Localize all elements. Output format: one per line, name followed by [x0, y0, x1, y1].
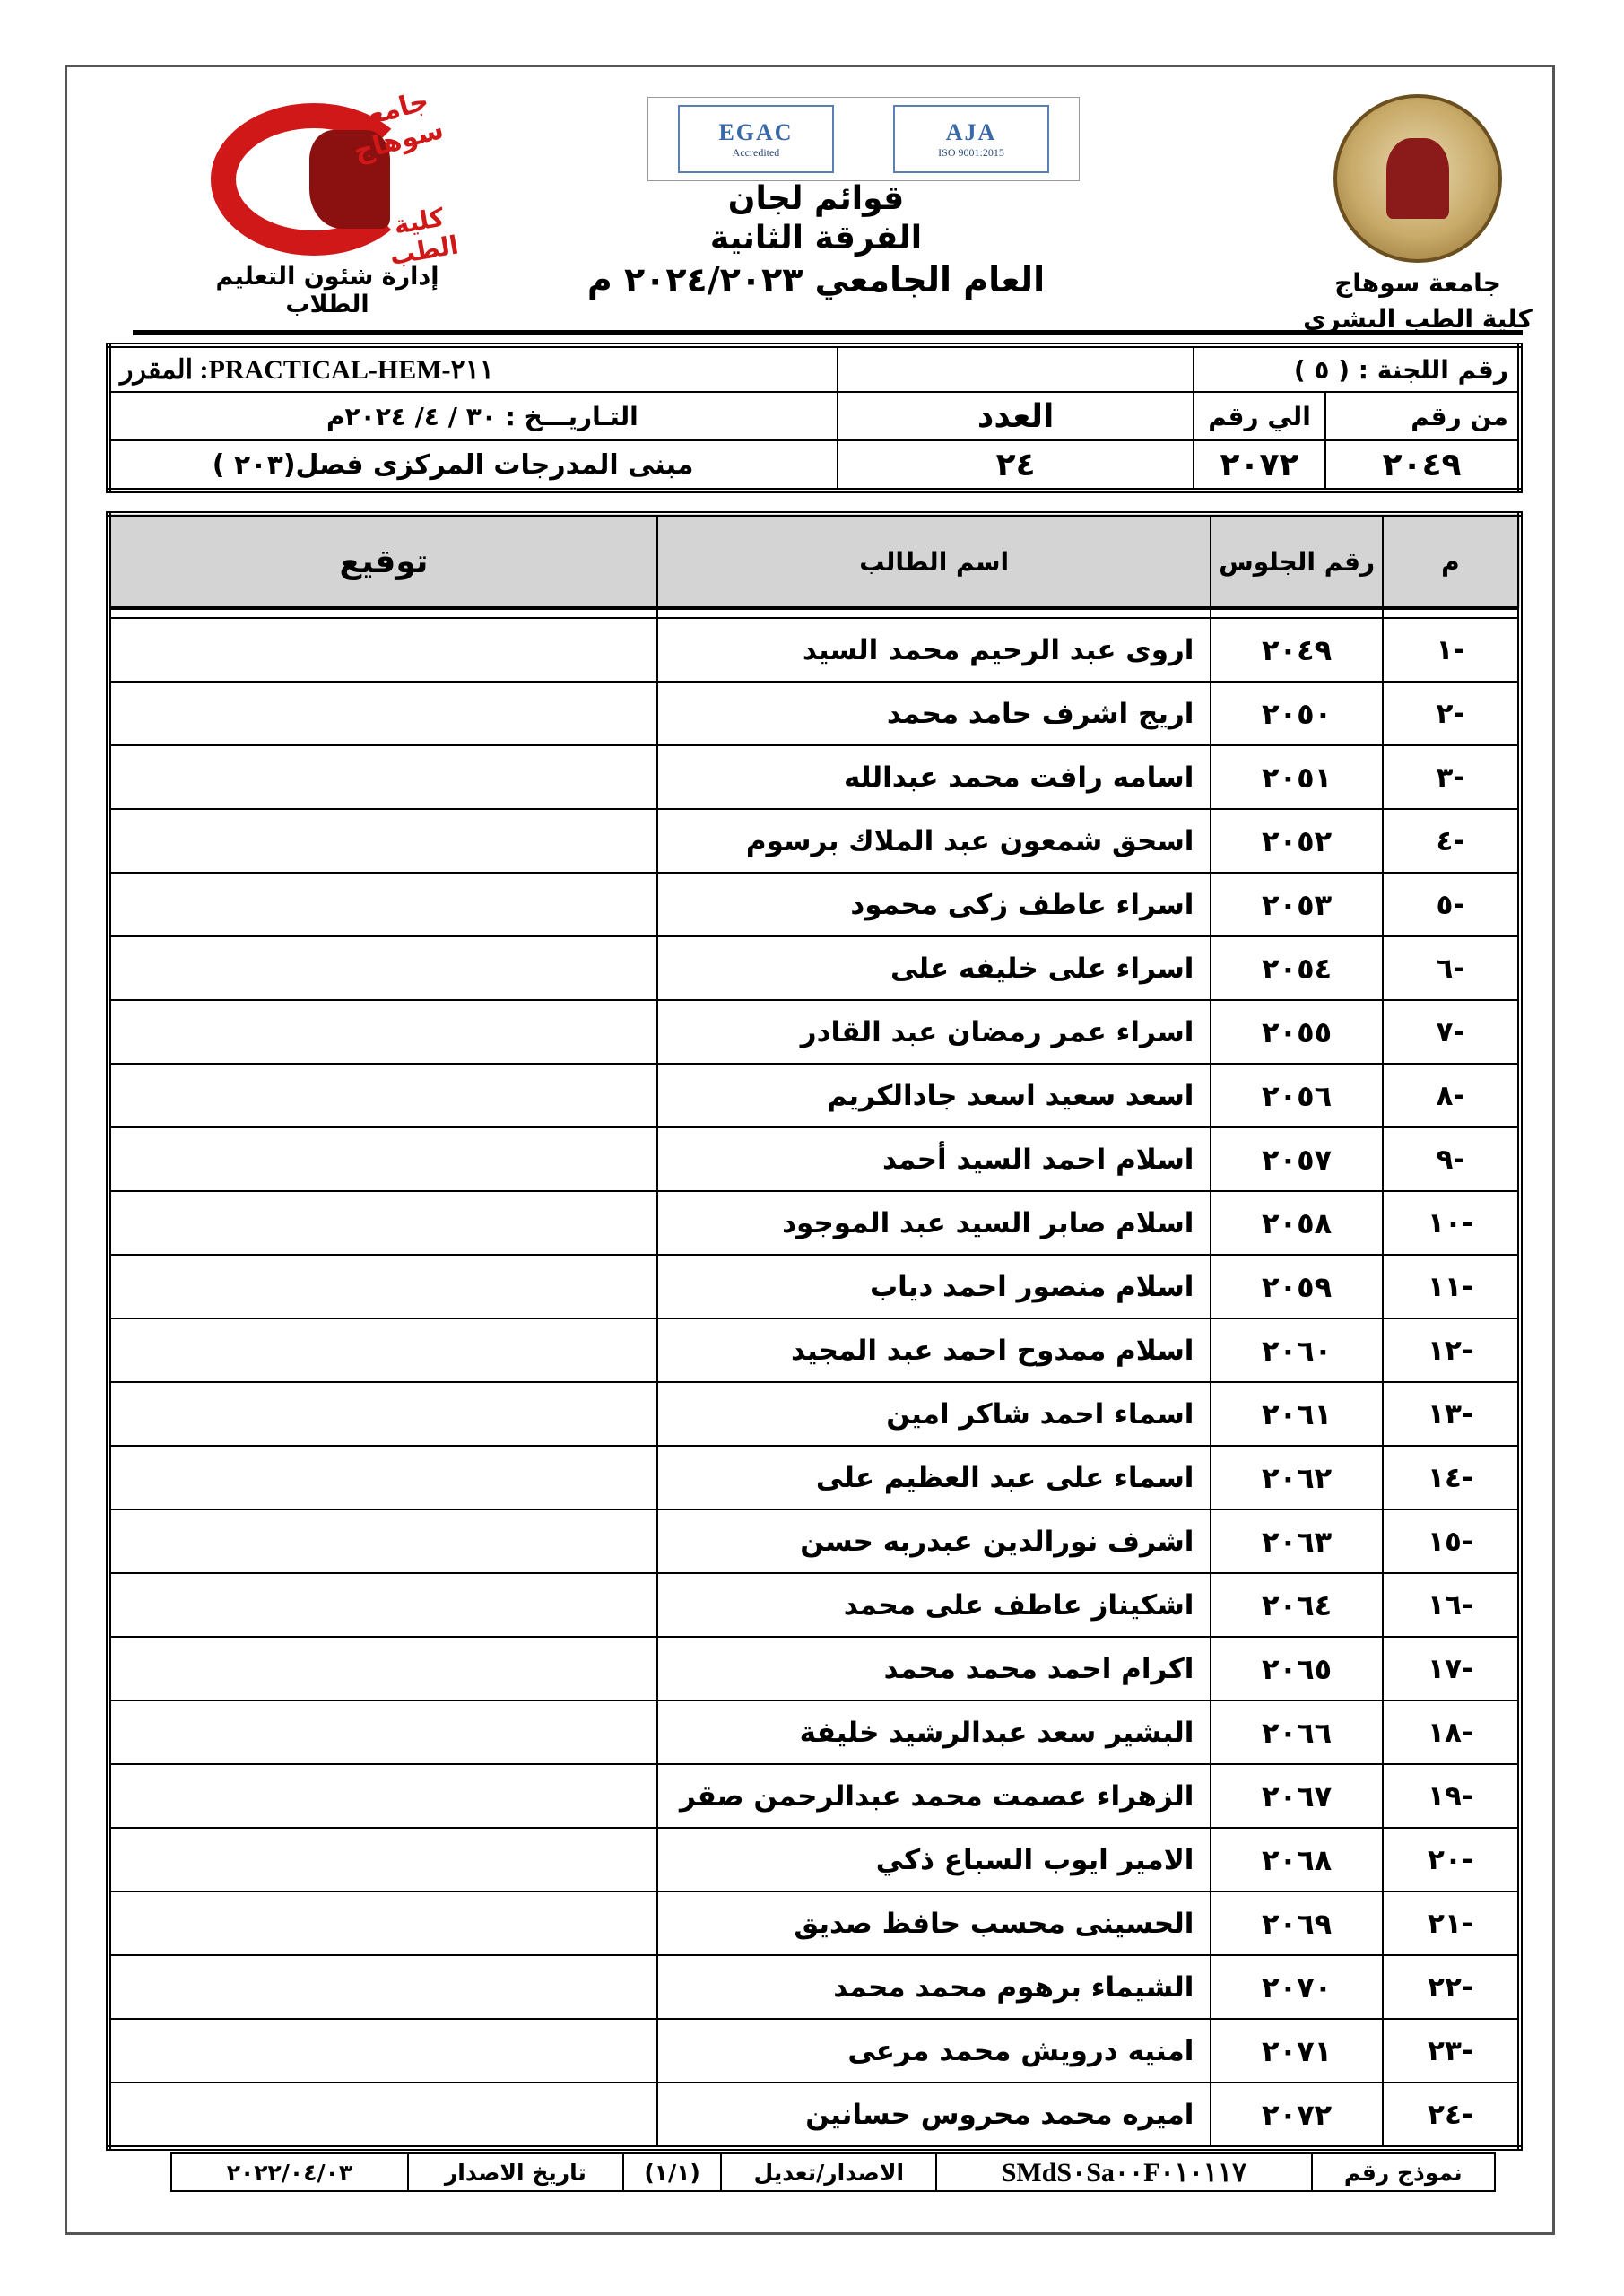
column-header-name: اسم الطالب [657, 514, 1211, 608]
row-signature-cell [109, 2083, 657, 2148]
table-row [109, 1573, 1520, 1637]
row-student-name: اشرف نورالدين عبدربه حسن [657, 1509, 1211, 1573]
row-signature-cell [109, 1255, 657, 1318]
row-index: -٢١ [1383, 1892, 1520, 1955]
row-index: -٥ [1383, 873, 1520, 936]
row-index: -٨ [1383, 1064, 1520, 1127]
table-row [109, 1892, 1520, 1955]
row-student-name: اسراء على خليفه على [657, 936, 1211, 1000]
row-student-name: اريج اشرف حامد محمد [657, 682, 1211, 745]
certification-logos [647, 97, 1080, 181]
exam-location: مبنى المدرجات المركزى فصل(٢٠٣ ) [109, 440, 838, 491]
row-signature-cell [109, 1573, 657, 1637]
row-signature-cell [109, 873, 657, 936]
row-seat-number: ٢٠٦٠ [1211, 1318, 1382, 1382]
row-seat-number: ٢٠٧٠ [1211, 1955, 1382, 2019]
committee-number: رقم اللجنة : ( ٥ ) [1194, 345, 1520, 392]
to-label: الي رقم [1194, 392, 1325, 440]
row-index: -١٦ [1383, 1573, 1520, 1637]
table-row [109, 809, 1520, 873]
column-header-index: م [1383, 514, 1520, 608]
table-row [109, 1446, 1520, 1509]
row-signature-cell [109, 1191, 657, 1255]
row-signature-cell [109, 936, 657, 1000]
table-row [109, 1764, 1520, 1828]
form-code: SMdS٠Sa٠٠F٠١٠١١٧ [936, 2153, 1311, 2191]
university-block [1301, 94, 1534, 335]
department-name: إدارة شئون التعليم الطلاب [215, 263, 439, 318]
faculty-name: كلية الطب البشرى [1303, 304, 1533, 334]
row-signature-cell [109, 809, 657, 873]
row-signature-cell [109, 745, 657, 809]
row-student-name: الامير ايوب السباع ذكي [657, 1828, 1211, 1892]
row-signature-cell [109, 1637, 657, 1700]
row-index: -٢ [1383, 682, 1520, 745]
row-seat-number: ٢٠٥٠ [1211, 682, 1382, 745]
row-seat-number: ٢٠٥٦ [1211, 1064, 1382, 1127]
table-row [109, 1955, 1520, 2019]
table-row [109, 873, 1520, 936]
aja-logo [893, 105, 1049, 173]
egac-logo-sub: Accredited [732, 145, 780, 159]
row-student-name: البشير سعد عبدالرشيد خليفة [657, 1700, 1211, 1764]
logo-text-top: جامعة سوهاج [349, 84, 447, 169]
document-title: قوائم لجان [727, 180, 905, 217]
row-seat-number: ٢٠٥٧ [1211, 1127, 1382, 1191]
table-row [109, 936, 1520, 1000]
row-signature-cell [109, 1764, 657, 1828]
faculty-logo-block [175, 84, 480, 318]
table-row [109, 1255, 1520, 1318]
row-student-name: اسلام احمد السيد أحمد [657, 1127, 1211, 1191]
row-student-name: امنيه درويش محمد مرعى [657, 2019, 1211, 2083]
row-seat-number: ٢٠٦٩ [1211, 1892, 1382, 1955]
revision-value: (١/١) [623, 2153, 721, 2191]
row-seat-number: ٢٠٧٢ [1211, 2083, 1382, 2148]
row-index: -١٢ [1383, 1318, 1520, 1382]
row-index: -٦ [1383, 936, 1520, 1000]
row-student-name: الحسينى محسب حافظ صديق [657, 1892, 1211, 1955]
egac-logo [678, 105, 834, 173]
row-signature-cell [109, 1064, 657, 1127]
table-header-row [109, 514, 1520, 608]
row-signature-cell [109, 2019, 657, 2083]
row-student-name: اسعد سعيد اسعد جادالكريم [657, 1064, 1211, 1127]
row-seat-number: ٢٠٦٤ [1211, 1573, 1382, 1637]
column-header-seat: رقم الجلوس [1211, 514, 1382, 608]
table-row [109, 1064, 1520, 1127]
table-row [109, 1382, 1520, 1446]
document-titles [538, 179, 1094, 301]
row-student-name: اروى عبد الرحيم محمد السيد [657, 618, 1211, 682]
row-signature-cell [109, 1127, 657, 1191]
row-student-name: اميره محمد محروس حسانين [657, 2083, 1211, 2148]
row-student-name: اسراء عمر رمضان عبد القادر [657, 1000, 1211, 1064]
table-row [109, 1700, 1520, 1764]
row-seat-number: ٢٠٥١ [1211, 745, 1382, 809]
row-student-name: اكرام احمد محمد محمد [657, 1637, 1211, 1700]
row-index: -١٠ [1383, 1191, 1520, 1255]
row-signature-cell [109, 618, 657, 682]
row-seat-number: ٢٠٦١ [1211, 1382, 1382, 1446]
to-value: ٢٠٧٢ [1194, 440, 1325, 491]
from-value: ٢٠٤٩ [1325, 440, 1520, 491]
info-empty-cell [838, 345, 1193, 392]
header-divider [133, 330, 1523, 335]
row-signature-cell [109, 1700, 657, 1764]
row-seat-number: ٢٠٦٣ [1211, 1509, 1382, 1573]
table-spacer-row [109, 608, 1520, 618]
row-seat-number: ٢٠٥٢ [1211, 809, 1382, 873]
row-student-name: اسلام صابر السيد عبد الموجود [657, 1191, 1211, 1255]
row-index: -٣ [1383, 745, 1520, 809]
row-index: -١٨ [1383, 1700, 1520, 1764]
row-seat-number: ٢٠٥٣ [1211, 873, 1382, 936]
row-signature-cell [109, 1318, 657, 1382]
count-value: ٢٤ [838, 440, 1193, 491]
exam-date: التـاريـــخ : ٣٠ / ٤/ ٢٠٢٤م [109, 392, 838, 440]
row-index: -٧ [1383, 1000, 1520, 1064]
row-seat-number: ٢٠٤٩ [1211, 618, 1382, 682]
table-row [109, 2019, 1520, 2083]
row-index: -١١ [1383, 1255, 1520, 1318]
row-index: -١٩ [1383, 1764, 1520, 1828]
logo-text-bottom: كلية الطب [387, 202, 461, 272]
row-signature-cell [109, 1892, 657, 1955]
row-index: -١٧ [1383, 1637, 1520, 1700]
table-row [109, 682, 1520, 745]
row-index: -٢٢ [1383, 1955, 1520, 2019]
row-seat-number: ٢٠٥٨ [1211, 1191, 1382, 1255]
university-seal-logo [1333, 94, 1502, 263]
row-signature-cell [109, 1446, 657, 1509]
row-index: -٢٣ [1383, 2019, 1520, 2083]
row-seat-number: ٢٠٥٤ [1211, 936, 1382, 1000]
row-index: -١٥ [1383, 1509, 1520, 1573]
table-row [109, 1318, 1520, 1382]
column-header-signature: توقيع [109, 514, 657, 608]
form-number-label: نموذج رقم [1312, 2153, 1495, 2191]
table-row [109, 1127, 1520, 1191]
table-row [109, 1828, 1520, 1892]
row-seat-number: ٢٠٦٢ [1211, 1446, 1382, 1509]
row-signature-cell [109, 1828, 657, 1892]
row-seat-number: ٢٠٧١ [1211, 2019, 1382, 2083]
row-index: -١٣ [1383, 1382, 1520, 1446]
table-row [109, 1509, 1520, 1573]
row-signature-cell [109, 1509, 657, 1573]
row-student-name: اسامه رافت محمد عبدالله [657, 745, 1211, 809]
form-footer-table [170, 2152, 1496, 2192]
row-student-name: اسماء احمد شاكر امين [657, 1382, 1211, 1446]
table-row [109, 1000, 1520, 1064]
row-seat-number: ٢٠٥٩ [1211, 1255, 1382, 1318]
row-seat-number: ٢٠٦٨ [1211, 1828, 1382, 1892]
row-index: -٤ [1383, 809, 1520, 873]
row-index: -١ [1383, 618, 1520, 682]
row-signature-cell [109, 682, 657, 745]
row-student-name: اشكيناز عاطف على محمد [657, 1573, 1211, 1637]
aja-logo-text: AJA [945, 118, 997, 145]
row-signature-cell [109, 1000, 657, 1064]
count-label: العدد [838, 392, 1193, 440]
row-seat-number: ٢٠٦٥ [1211, 1637, 1382, 1700]
row-seat-number: ٢٠٦٦ [1211, 1700, 1382, 1764]
row-student-name: الشيماء برهوم محمد محمد [657, 1955, 1211, 2019]
row-signature-cell [109, 1955, 657, 2019]
row-seat-number: ٢٠٥٥ [1211, 1000, 1382, 1064]
row-index: -٢٤ [1383, 2083, 1520, 2148]
table-row [109, 618, 1520, 682]
aja-logo-sub: ISO 9001:2015 [938, 145, 1004, 159]
issue-date-label: تاريخ الاصدار [408, 2153, 623, 2191]
table-row [109, 1637, 1520, 1700]
table-row [109, 2083, 1520, 2148]
row-student-name: اسراء عاطف زكى محمود [657, 873, 1211, 936]
egac-logo-text: EGAC [718, 118, 794, 145]
row-student-name: اسماء على عبد العظيم على [657, 1446, 1211, 1509]
row-student-name: اسلام ممدوح احمد عبد المجيد [657, 1318, 1211, 1382]
row-student-name: اسحق شمعون عبد الملاك برسوم [657, 809, 1211, 873]
row-signature-cell [109, 1382, 657, 1446]
table-row [109, 745, 1520, 809]
committee-info-table [106, 343, 1523, 493]
students-table [106, 511, 1523, 2151]
row-index: -٢٠ [1383, 1828, 1520, 1892]
faculty-logo [193, 84, 462, 272]
academic-year: العام الجامعي ٢٠٢٤/٢٠٢٣ م [586, 260, 1046, 300]
row-index: -٩ [1383, 1127, 1520, 1191]
from-label: من رقم [1325, 392, 1520, 440]
year-level: الفرقة الثانية [709, 220, 923, 257]
table-row [109, 1191, 1520, 1255]
row-student-name: اسلام منصور احمد دياب [657, 1255, 1211, 1318]
row-seat-number: ٢٠٦٧ [1211, 1764, 1382, 1828]
row-index: -١٤ [1383, 1446, 1520, 1509]
row-student-name: الزهراء عصمت محمد عبدالرحمن صقر [657, 1764, 1211, 1828]
course-code: المقرر :PRACTICAL-HEM-٢١١ [109, 345, 838, 392]
university-name: جامعة سوهاج [1334, 268, 1501, 298]
revision-label: الاصدار/تعديل [721, 2153, 936, 2191]
issue-date-value: ٢٠٢٢/٠٤/٠٣ [171, 2153, 408, 2191]
